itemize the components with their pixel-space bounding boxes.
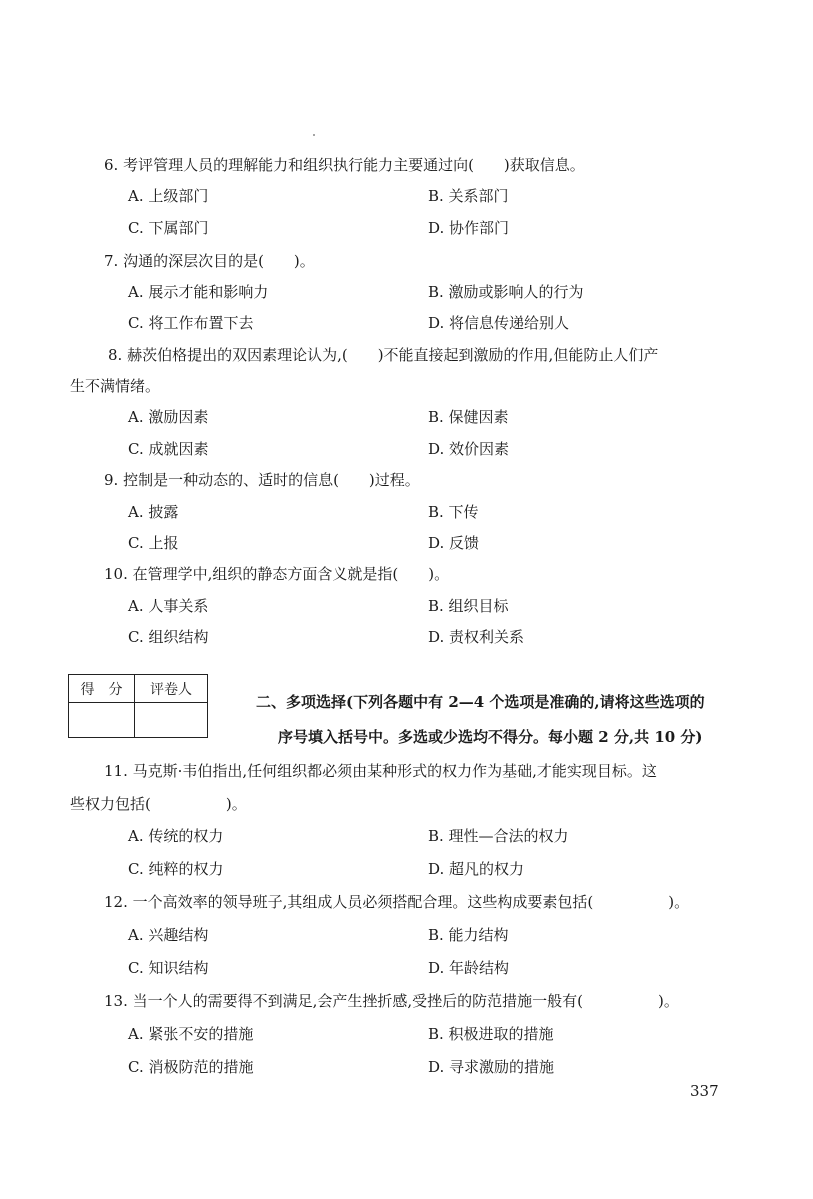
q8-option-a: A. 激励因素: [128, 408, 209, 426]
question-9-stem: 9. 控制是一种动态的、适时的信息( )过程。: [104, 471, 420, 489]
q12-option-c: C. 知识结构: [128, 959, 209, 977]
speck: [313, 134, 315, 136]
q8-option-b: B. 保健因素: [428, 408, 509, 426]
q10-option-c: C. 组织结构: [128, 628, 209, 646]
q10-option-d: D. 责权利关系: [428, 628, 525, 646]
q10-option-a: A. 人事关系: [128, 597, 209, 615]
score-header: 得 分: [69, 675, 135, 703]
q6-option-a: A. 上级部门: [128, 187, 209, 205]
q8-option-d: D. 效价因素: [428, 440, 510, 458]
page-number: 337: [690, 1082, 719, 1100]
section-2-heading: 二、多项选择(下列各题中有 2—4 个选项是准确的,请将这些选项的: [256, 693, 705, 711]
q13-option-d: D. 寻求激励的措施: [428, 1058, 555, 1076]
q6-option-d: D. 协作部门: [428, 219, 510, 237]
q12-option-b: B. 能力结构: [428, 926, 509, 944]
q7-option-c: C. 将工作布置下去: [128, 314, 254, 332]
q7-option-a: A. 展示才能和影响力: [128, 283, 269, 301]
q8-option-c: C. 成就因素: [128, 440, 209, 458]
q6-option-b: B. 关系部门: [428, 187, 509, 205]
score-table: [68, 674, 208, 738]
q11-option-c: C. 纯粹的权力: [128, 860, 224, 878]
grader-cell[interactable]: [135, 703, 207, 737]
q13-option-a: A. 紧张不安的措施: [128, 1025, 254, 1043]
q11-option-b: B. 理性—合法的权力: [428, 827, 569, 845]
q10-option-b: B. 组织目标: [428, 597, 509, 615]
question-12-stem: 12. 一个高效率的领导班子,其组成人员必须搭配合理。这些构成要素包括( )。: [104, 893, 690, 911]
question-8-stem: 8. 赫茨伯格提出的双因素理论认为,( )不能直接起到激励的作用,但能防止人们产: [108, 346, 659, 364]
q9-option-a: A. 披露: [128, 503, 179, 521]
q13-option-c: C. 消极防范的措施: [128, 1058, 254, 1076]
q7-option-b: B. 激励或影响人的行为: [428, 283, 584, 301]
q9-option-c: C. 上报: [128, 534, 179, 552]
q12-option-d: D. 年龄结构: [428, 959, 510, 977]
question-11-stem-cont: 些权力包括( )。: [70, 795, 247, 813]
q13-option-b: B. 积极进取的措施: [428, 1025, 554, 1043]
question-7-stem: 7. 沟通的深层次目的是( )。: [104, 252, 315, 270]
q9-option-b: B. 下传: [428, 503, 479, 521]
question-8-stem-cont: 生不满情绪。: [70, 377, 161, 395]
grader-header: 评卷人: [135, 675, 207, 703]
question-11-stem: 11. 马克斯·韦伯指出,任何组织都必须由某种形式的权力作为基础,才能实现目标。这: [104, 762, 657, 780]
section-2-instructions: 序号填入括号中。多选或少选均不得分。每小题 2 分,共 10 分): [278, 728, 703, 746]
q11-option-a: A. 传统的权力: [128, 827, 224, 845]
question-10-stem: 10. 在管理学中,组织的静态方面含义就是指( )。: [104, 565, 450, 583]
q6-option-c: C. 下属部门: [128, 219, 209, 237]
q12-option-a: A. 兴趣结构: [128, 926, 209, 944]
score-cell[interactable]: [69, 703, 135, 737]
q11-option-d: D. 超凡的权力: [428, 860, 525, 878]
question-13-stem: 13. 当一个人的需要得不到满足,会产生挫折感,受挫后的防范措施一般有( )。: [104, 992, 679, 1010]
q9-option-d: D. 反馈: [428, 534, 480, 552]
q7-option-d: D. 将信息传递给别人: [428, 314, 570, 332]
question-6-stem: 6. 考评管理人员的理解能力和组织执行能力主要通过向( )获取信息。: [104, 156, 585, 174]
